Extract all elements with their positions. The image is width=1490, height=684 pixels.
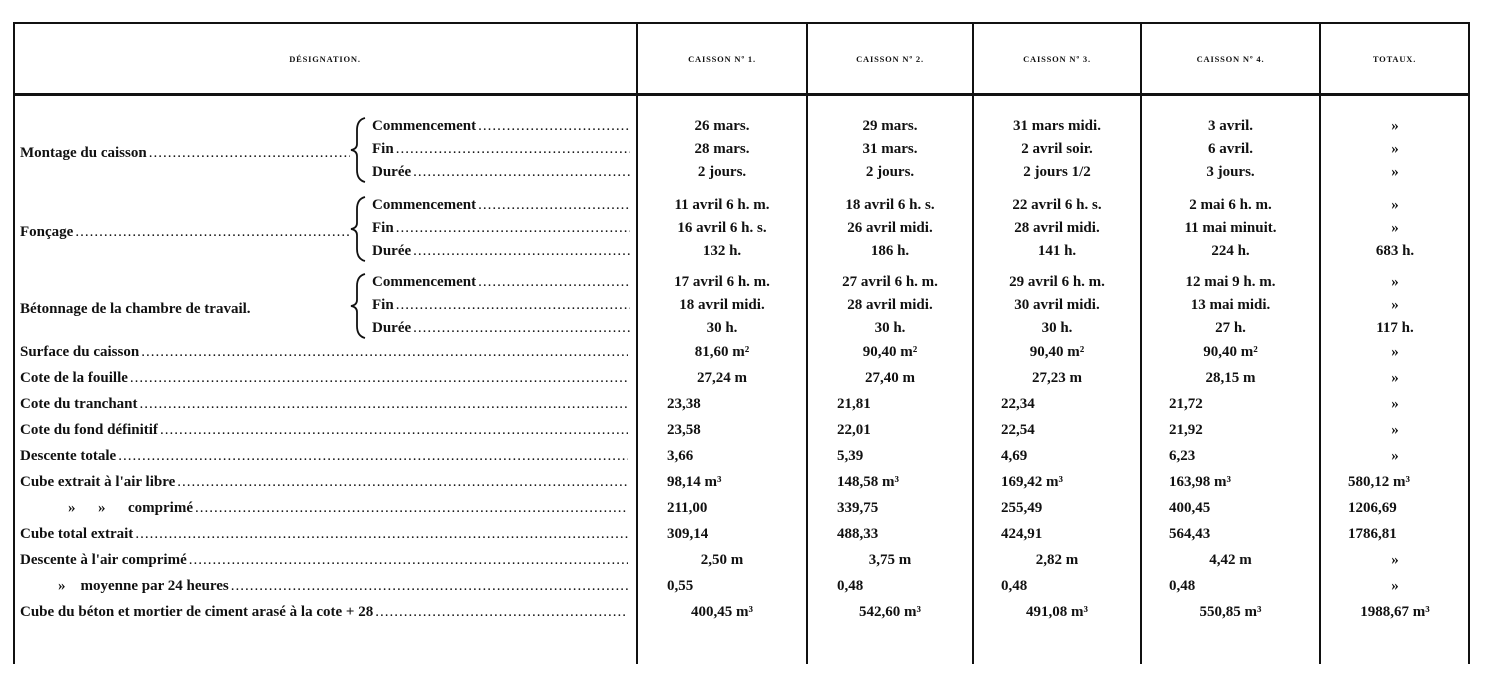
cell-total: 1206,69 [1348,500,1397,516]
cell-caisson-2: 29 mars. [862,118,918,134]
row-sublabel: Fin ..... [372,217,630,240]
cell-caisson-4: 6,23 [1169,448,1196,464]
cell-caisson-2: 186 h. [870,243,910,259]
table-row [0,601,1490,624]
row-sublabel: Commencement ..... [372,194,630,217]
row-sublabel: Commencement ..... [372,115,630,138]
cell-caisson-3: 0,48 [1001,578,1028,594]
cell-total: » [1391,197,1399,213]
cell-caisson-1: 16 avril 6 h. s. [677,220,767,236]
cell-caisson-1: 132 h. [702,243,742,259]
cell-total: 580,12 m³ [1348,474,1410,490]
cell-caisson-2: 2 jours. [865,164,915,180]
table-row [0,419,1490,442]
cell-caisson-2: 26 avril midi. [847,220,933,236]
cell-caisson-1: 18 avril midi. [679,297,765,313]
cell-caisson-4: 400,45 [1169,500,1211,516]
header-caisson-3: CAISSON Nº 3. [1023,54,1091,64]
cell-total: » [1391,396,1399,412]
cell-caisson-4: 11 mai minuit. [1184,220,1277,236]
table-row [0,161,1490,184]
header-designation: DÉSIGNATION. [289,54,361,64]
cell-caisson-4: 21,72 [1169,396,1203,412]
cell-caisson-3: 141 h. [1037,243,1077,259]
cell-caisson-4: 13 mai midi. [1190,297,1271,313]
cell-total: » [1391,164,1399,180]
cell-caisson-4: 550,85 m³ [1199,604,1262,620]
cell-caisson-4: 224 h. [1211,243,1250,259]
cell-caisson-2: 27 avril 6 h. m. [842,274,938,290]
row-label: Cube du béton et mortier de ciment arasé à la cote + 28 ..... [20,601,628,624]
cell-caisson-1: 81,60 m² [694,344,750,360]
cell-total: » [1391,274,1399,290]
cell-caisson-3: 2 avril soir. [1021,141,1093,157]
cell-caisson-4: 6 avril. [1208,141,1253,157]
cell-caisson-4: 3 avril. [1208,118,1253,134]
group-label-foncage: Fonçage ..... [20,221,350,244]
cell-caisson-3: 30 h. [1041,320,1073,336]
row-label: Cube extrait à l'air libre ..... [20,471,628,494]
cell-caisson-3: 30 avril midi. [1014,297,1100,313]
cell-caisson-3: 27,23 m [1032,370,1082,386]
cell-caisson-4: 2 mai 6 h. m. [1189,197,1272,213]
table-row [0,575,1490,598]
cell-caisson-3: 90,40 m² [1029,344,1085,360]
cell-caisson-2: 90,40 m² [862,344,918,360]
table-row [0,271,1490,294]
cell-caisson-4: 28,15 m [1205,370,1256,386]
cell-total: » [1391,118,1399,134]
cell-caisson-2: 31 mars. [862,141,918,157]
group-label-montage: Montage du caisson ..... [20,142,350,165]
row-label: Descente à l'air comprimé ..... [20,549,628,572]
cell-total: 1786,81 [1348,526,1397,542]
row-label: » moyenne par 24 heures ..... [20,575,628,598]
table-row [0,445,1490,468]
table-row [0,138,1490,161]
cell-caisson-2: 22,01 [837,422,871,438]
table-row [0,194,1490,217]
cell-caisson-3: 22 avril 6 h. s. [1012,197,1102,213]
table-row [0,115,1490,138]
cell-total: 1988,67 m³ [1360,604,1430,620]
cell-caisson-4: 163,98 m³ [1169,474,1231,490]
cell-caisson-3: 4,69 [1001,448,1028,464]
table-row [0,217,1490,240]
row-label: » » comprimé ..... [20,497,628,520]
table-row [0,317,1490,340]
cell-caisson-2: 488,33 [837,526,879,542]
cell-caisson-3: 31 mars midi. [1013,118,1101,134]
row-label: Cube total extrait ..... [20,523,628,546]
cell-caisson-2: 18 avril 6 h. s. [845,197,935,213]
cell-caisson-1: 23,58 [667,422,701,438]
row-sublabel: Durée ..... [372,240,630,263]
cell-caisson-1: 2,50 m [700,552,744,568]
group-label-betonnage: Bétonnage de la chambre de travail. [20,301,251,317]
cell-caisson-3: 22,34 [1001,396,1035,412]
cell-caisson-3: 2 jours 1/2 [1023,164,1091,180]
cell-total: 683 h. [1375,243,1415,259]
table-row [0,523,1490,546]
header-rule [14,93,1470,96]
row-label: Cote du tranchant ..... [20,393,628,416]
cell-caisson-1: 27,24 m [697,370,747,386]
cell-total: » [1391,422,1399,438]
cell-caisson-4: 90,40 m² [1203,344,1258,360]
header-caisson-1: CAISSON Nº 1. [688,54,756,64]
table-row [0,549,1490,572]
cell-caisson-1: 309,14 [667,526,709,542]
row-label: Cote du fond définitif ..... [20,419,628,442]
cell-caisson-2: 339,75 [837,500,879,516]
table-row [0,471,1490,494]
cell-caisson-1: 2 jours. [697,164,747,180]
table-row [0,341,1490,364]
row-sublabel: Durée ..... [372,317,630,340]
cell-caisson-1: 28 mars. [694,141,750,157]
cell-caisson-1: 11 avril 6 h. m. [674,197,770,213]
cell-total: » [1391,552,1399,568]
cell-total: » [1391,344,1399,360]
cell-caisson-2: 28 avril midi. [847,297,933,313]
cell-total: » [1391,141,1399,157]
cell-caisson-2: 27,40 m [865,370,915,386]
cell-total: » [1391,370,1399,386]
cell-caisson-2: 21,81 [837,396,871,412]
row-sublabel: Durée ..... [372,161,630,184]
table-row [0,240,1490,263]
row-sublabel: Fin ..... [372,138,630,161]
header-totaux: TOTAUX. [1372,54,1417,64]
cell-caisson-2: 542,60 m³ [859,604,921,620]
cell-caisson-2: 0,48 [837,578,864,594]
cell-caisson-3: 491,08 m³ [1026,604,1088,620]
cell-caisson-3: 28 avril midi. [1014,220,1100,236]
cell-caisson-1: 0,55 [667,578,694,594]
cell-caisson-4: 564,43 [1169,526,1211,542]
cell-caisson-3: 169,42 m³ [1001,474,1063,490]
cell-total: » [1391,297,1399,313]
cell-caisson-1: 98,14 m³ [667,474,722,490]
cell-total: » [1391,578,1399,594]
top-rule [14,22,1470,24]
cell-caisson-2: 30 h. [874,320,906,336]
cell-total: » [1391,448,1399,464]
table-row [0,497,1490,520]
cell-caisson-2: 3,75 m [868,552,912,568]
cell-caisson-4: 3 jours. [1206,164,1255,180]
cell-caisson-1: 23,38 [667,396,701,412]
row-label: Descente totale ..... [20,445,628,468]
cell-caisson-1: 211,00 [667,500,708,516]
table-row [0,367,1490,390]
cell-caisson-1: 3,66 [667,448,694,464]
cell-caisson-2: 148,58 m³ [837,474,899,490]
cell-total: 117 h. [1376,320,1414,336]
cell-caisson-4: 12 mai 9 h. m. [1185,274,1276,290]
cell-caisson-4: 27 h. [1215,320,1246,336]
row-sublabel: Fin ..... [372,294,630,317]
cell-caisson-3: 255,49 [1001,500,1043,516]
row-label: Cote de la fouille ..... [20,367,628,390]
cell-caisson-1: 26 mars. [694,118,750,134]
cell-caisson-4: 0,48 [1169,578,1196,594]
table-row [0,294,1490,317]
cell-total: » [1391,220,1399,236]
cell-caisson-1: 400,45 m³ [691,604,753,620]
cell-caisson-3: 2,82 m [1035,552,1079,568]
header-caisson-4: CAISSON Nº 4. [1196,54,1265,64]
header-caisson-2: CAISSON Nº 2. [856,54,924,64]
cell-caisson-3: 22,54 [1001,422,1035,438]
row-label: Surface du caisson ..... [20,341,628,364]
cell-caisson-3: 424,91 [1001,526,1043,542]
cell-caisson-1: 30 h. [706,320,738,336]
cell-caisson-2: 5,39 [837,448,864,464]
cell-caisson-3: 29 avril 6 h. m. [1009,274,1105,290]
cell-caisson-4: 21,92 [1169,422,1203,438]
cell-caisson-4: 4,42 m [1209,552,1252,568]
table-row [0,393,1490,416]
cell-caisson-1: 17 avril 6 h. m. [674,274,770,290]
row-sublabel: Commencement ..... [372,271,630,294]
